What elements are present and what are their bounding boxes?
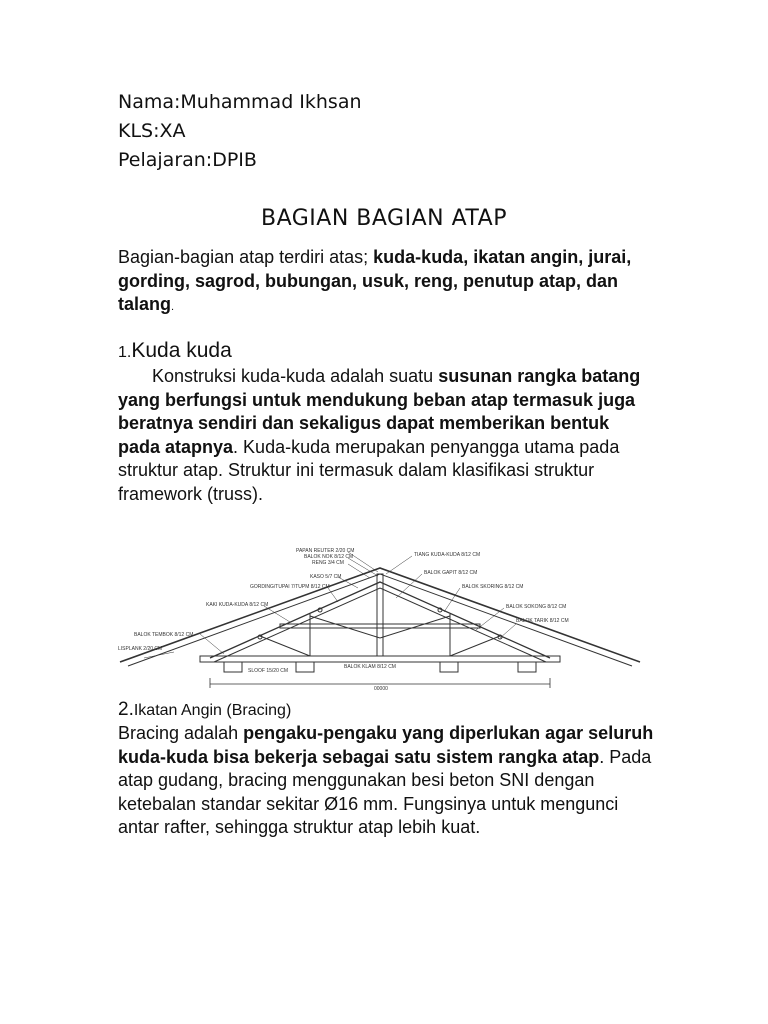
student-name: Nama:Muhammad Ikhsan (118, 91, 362, 113)
label-balok-klam: BALOK KLAM 8/12 CM (344, 664, 396, 670)
section-1-title: Kuda kuda (131, 339, 232, 362)
intro-bold-text: kuda-kuda, ikatan angin, jurai, gording, sagrod, bubungan, usuk, reng, penutup atap, dan talang (118, 247, 632, 314)
label-reng: RENG 3/4 CM (312, 560, 344, 566)
strut-left (310, 616, 380, 638)
section-1-text-1: Konstruksi kuda-kuda adalah suatu (152, 366, 439, 386)
section-2-title: Ikatan Angin (Bracing) (133, 702, 292, 719)
label-lisplank: LISPLANK 2/20 CM (118, 646, 163, 652)
student-info (118, 88, 362, 175)
label-papan-reuter: PAPAN REUTER 2/20 CM (296, 548, 355, 554)
section-2-paragraph (118, 722, 654, 840)
student-subject: Pelajaran:DPIB (118, 149, 257, 171)
section-2-heading (118, 699, 291, 721)
label-kaso: KASO 5/7 CM (310, 574, 342, 580)
truss-rafter (210, 582, 550, 658)
wall-block-right (518, 662, 536, 672)
label-balok-tarik: BALOK TARIK 8/12 CM (516, 618, 569, 624)
section-2-number: 2. (118, 699, 134, 720)
section-1-bold-text: susunan rangka batang yang berfungsi untuk mendukung beban atap termasuk juga beratnya sendiri dan sekaligus dapat memberikan bentuk pada atapnya (118, 366, 641, 457)
section-1-text-2: . Kuda-kuda merupakan penyangga utama pada struktur atap. Struktur ini termasuk dalam klasifikasi struktur framework (truss). (118, 436, 620, 504)
strut-far-right (450, 636, 500, 656)
label-balok-skoring: BALOK SKORING 8/12 CM (462, 584, 524, 590)
section-2-text-2: . Pada atap gudang, bracing menggunakan besi beton SNI dengan ketebalan standar sekitar Ø16 mm. Fungsinya untuk mengunci antar rafter, sehingga struktur atap lebih kuat. (118, 746, 652, 837)
strut-right (380, 616, 450, 638)
label-balok-sokong: BALOK SOKONG 8/12 CM (506, 604, 567, 610)
label-kaki-kuda: KAKI KUDA-KUDA 8/12 CM (206, 602, 269, 608)
strut-far-left (260, 636, 310, 656)
label-balok-tembok: BALOK TEMBOK 8/12 CM (134, 632, 194, 638)
label-dimension: 00000 (374, 686, 388, 692)
label-gording: GORDING/TUPAI 7/TUPM 8/12 CM (250, 584, 330, 590)
support-block-left (296, 662, 314, 672)
label-sloof: SLOOF 15/20 CM (248, 668, 289, 674)
support-block-right (440, 662, 458, 672)
document-title: BAGIAN BAGIAN ATAP (261, 206, 507, 231)
section-2-text-1: Bracing adalah (118, 723, 244, 743)
section-1-heading (118, 339, 232, 363)
section-1-paragraph (118, 365, 654, 506)
roof-truss-diagram (100, 538, 660, 698)
label-tiang-kuda: TIANG KUDA-KUDA 8/12 CM (414, 552, 481, 558)
truss-rafter-inner (214, 588, 546, 662)
section-1-number: 1. (118, 344, 132, 361)
tie-beam (200, 656, 560, 662)
king-post (377, 574, 383, 656)
label-balok-nok: BALOK NOK 8/12 CM (304, 554, 354, 560)
intro-paragraph (118, 246, 654, 320)
label-balok-gapit: BALOK GAPIT 8/12 CM (424, 570, 478, 576)
section-2-bold-text: pengaku-pengaku yang diperlukan agar seluruh kuda-kuda bisa bekerja sebagai satu sistem rangka atap (118, 723, 654, 767)
wall-block-left (224, 662, 242, 672)
student-class: KLS:XA (118, 120, 186, 142)
intro-end: . (171, 301, 175, 313)
intro-text: Bagian-bagian atap terdiri atas; (118, 247, 374, 267)
